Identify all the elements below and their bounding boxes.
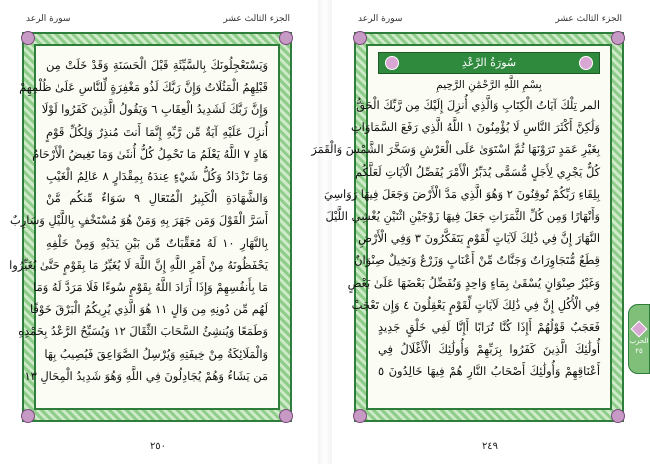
basmala: بِسْمِ اللَّهِ الرَّحْمَٰنِ الرَّحِيمِ — [436, 79, 542, 91]
page-border — [311, 32, 624, 422]
corner-ornament-icon — [611, 31, 625, 45]
banner-ornament-icon — [385, 56, 399, 70]
corner-ornament-icon — [21, 31, 35, 45]
text-line: كُلٌّ يَجْرِي لِأَجَلٍ مُّسَمًّى يُدَبِّرُ الْأَمْرَ يُفَصِّلُ الْآيَاتِ لَعَلَّكُم — [355, 164, 600, 179]
text-line: مَن يَشَاءُ وَهُمْ يُجَادِلُونَ فِي اللَّهِ وَهُوَ شَدِيدُ الْمِحَالِ ١٣ — [24, 368, 268, 383]
hizb-star-icon — [631, 321, 648, 338]
surah-label: سورة الرعد — [26, 14, 71, 24]
page-250 — [8, 0, 308, 464]
text-line: أَسَرَّ الْقَوْلَ وَمَن جَهَرَ بِهِ وَمَنْ هُوَ مُسْتَخْفٍ بِاللَّيْلِ وَسَارِبٌ — [10, 213, 268, 228]
text-line: وَغَيْرُ صِنْوَانٍ يُسْقَىٰ بِمَاءٍ وَاحِدٍ وَنُفَضِّلُ بَعْضَهَا عَلَىٰ بَعْضٍ — [347, 275, 600, 290]
text-area — [9, 44, 280, 410]
text-line: المر تِلْكَ آيَاتُ الْكِتَابِ وَالَّذِي أُنزِلَ إِلَيْكَ مِن رَّبِّكَ الْحَقُّ — [356, 98, 600, 112]
text-line: بِغَيْرِ عَمَدٍ تَرَوْنَهَا ثُمَّ اسْتَوَىٰ عَلَى الْعَرْشِ وَسَخَّرَ الشَّمْسَ وَالْقَمَرَ — [311, 142, 600, 157]
text-line: فَعَجَبٌ قَوْلُهُمْ أَإِذَا كُنَّا تُرَابًا أَإِنَّا لَفِي خَلْقٍ جَدِيدٍ — [378, 320, 600, 335]
text-line: وَمَا تَزْدَادُ وَكُلُّ شَيْءٍ عِندَهُ بِمِقْدَارٍ ٨ عَالِمُ الْغَيْبِ — [46, 169, 269, 184]
text-line: قَبْلِهِمُ الْمَثُلَاتُ وَإِنَّ رَبَّكَ لَذُو مَغْفِرَةٍ لِّلنَّاسِ عَلَىٰ ظُلْمِهِمْ — [19, 80, 268, 95]
text-line: بِالنَّهَارِ ١٠ لَهُ مُعَقِّبَاتٌ مِّن بَيْنِ يَدَيْهِ وَمِنْ خَلْفِهِ — [46, 235, 268, 250]
page-number: ٢٥٠ — [149, 441, 167, 452]
hizb-number: ٢٥ — [635, 347, 643, 355]
text-line: وَأَنْهَارًا وَمِن كُلِّ الثَّمَرَاتِ جَعَلَ فِيهَا زَوْجَيْنِ اثْنَيْنِ يُغْشِي اللَّيْلَ — [325, 209, 600, 224]
juz-label: الجزء الثالث عشر — [555, 14, 622, 24]
banner-ornament-icon — [579, 56, 593, 70]
page-number: ٢٤٩ — [481, 441, 499, 452]
text-line: مَا بِأَنفُسِهِمْ وَإِذَا أَرَادَ اللَّهُ بِقَوْمٍ سُوءًا فَلَا مَرَدَّ لَهُ وَمَا — [33, 280, 268, 295]
verse-lines — [9, 54, 269, 402]
page-249 — [311, 0, 640, 464]
corner-ornament-icon — [279, 31, 293, 45]
corner-ornament-icon — [353, 31, 367, 45]
surah-title: سُورَةُ الرَّعْدِ — [461, 56, 517, 69]
surah-title-banner — [378, 52, 600, 74]
text-line: فِي الْأُكُلِ إِنَّ فِي ذَٰلِكَ لَآيَاتٍ لِّقَوْمٍ يَعْقِلُونَ ٤ وَإِن تَعْجَبْ — [351, 297, 600, 312]
hizb-label: الحزب — [629, 337, 649, 345]
text-line: قِطَعٌ مُّتَجَاوِرَاتٌ وَجَنَّاتٌ مِّنْ أَعْنَابٍ وَزَرْعٌ وَنَخِيلٌ صِنْوَانٌ — [354, 253, 600, 268]
running-header — [26, 14, 290, 30]
corner-ornament-icon — [21, 409, 35, 423]
corner-ornament-icon — [611, 409, 625, 423]
running-header — [358, 14, 622, 30]
text-line: وَيَسْتَعْجِلُونَكَ بِالسَّيِّئَةِ قَبْلَ الْحَسَنَةِ وَقَدْ خَلَتْ مِن — [46, 58, 268, 72]
text-line: أَعْنَاقِهِمْ وَأُولَٰئِكَ أَصْحَابُ النَّارِ هُمْ فِيهَا خَالِدُونَ ٥ — [378, 364, 600, 379]
text-line: يَحْفَظُونَهُ مِنْ أَمْرِ اللَّهِ إِنَّ اللَّهَ لَا يُغَيِّرُ مَا بِقَوْمٍ حَتَّىٰ يُغَيِّرُوا — [9, 257, 268, 272]
text-line: النَّهَارَ إِنَّ فِي ذَٰلِكَ لَآيَاتٍ لِّقَوْمٍ يَتَفَكَّرُونَ ٣ وَفِي الْأَرْضِ — [358, 231, 600, 246]
corner-ornament-icon — [279, 409, 293, 423]
text-line: وَإِنَّ رَبَّكَ لَشَدِيدُ الْعِقَابِ ٦ وَيَقُولُ الَّذِينَ كَفَرُوا لَوْلَا — [41, 102, 268, 117]
surah-label: سورة الرعد — [358, 14, 403, 24]
text-line: أُولَٰئِكَ الَّذِينَ كَفَرُوا بِرَبِّهِمْ وَأُولَٰئِكَ الْأَغْلَالُ فِي — [378, 342, 600, 357]
verse-lines — [311, 94, 600, 402]
juz-label: الجزء الثالث عشر — [223, 14, 290, 24]
text-line: وَالشَّهَادَةِ الْكَبِيرُ الْمُتَعَالِ ٩ سَوَاءٌ مِّنكُم مَّنْ — [46, 191, 268, 206]
text-line: وَطَمَعًا وَيُنشِئُ السَّحَابَ الثِّقَالَ ١٢ وَيُسَبِّحُ الرَّعْدُ بِحَمْدِهِ — [18, 324, 268, 339]
text-line: وَلَٰكِنَّ أَكْثَرَ النَّاسِ لَا يُؤْمِنُونَ ١ اللَّهُ الَّذِي رَفَعَ السَّمَاوَاتِ — [350, 120, 600, 135]
text-line: هَادٍ ٧ اللَّهُ يَعْلَمُ مَا تَحْمِلُ كُلُّ أُنثَىٰ وَمَا تَغِيضُ الْأَرْحَامُ — [32, 146, 268, 161]
text-area — [311, 44, 612, 410]
text-line: بِلِقَاءِ رَبِّكُمْ تُوقِنُونَ ٢ وَهُوَ الَّذِي مَدَّ الْأَرْضَ وَجَعَلَ فِيهَا رَوَاسِيَ — [323, 186, 600, 201]
corner-ornament-icon — [353, 409, 367, 423]
text-line: أُنزِلَ عَلَيْهِ آيَةٌ مِّن رَّبِّهِ إِنَّمَا أَنتَ مُنذِرٌ وَلِكُلِّ قَوْمٍ — [46, 124, 268, 139]
hizb-marker — [628, 304, 650, 374]
text-line: وَالْمَلَائِكَةُ مِنْ خِيفَتِهِ وَيُرْسِلُ الصَّوَاعِقَ فَيُصِيبُ بِهَا — [44, 346, 268, 361]
page-fold — [318, 0, 332, 464]
text-line: لَهُم مِّن دُونِهِ مِن وَالٍ ١١ هُوَ الَّذِي يُرِيكُمُ الْبَرْقَ خَوْفًا — [29, 302, 268, 317]
page-border — [9, 32, 292, 422]
